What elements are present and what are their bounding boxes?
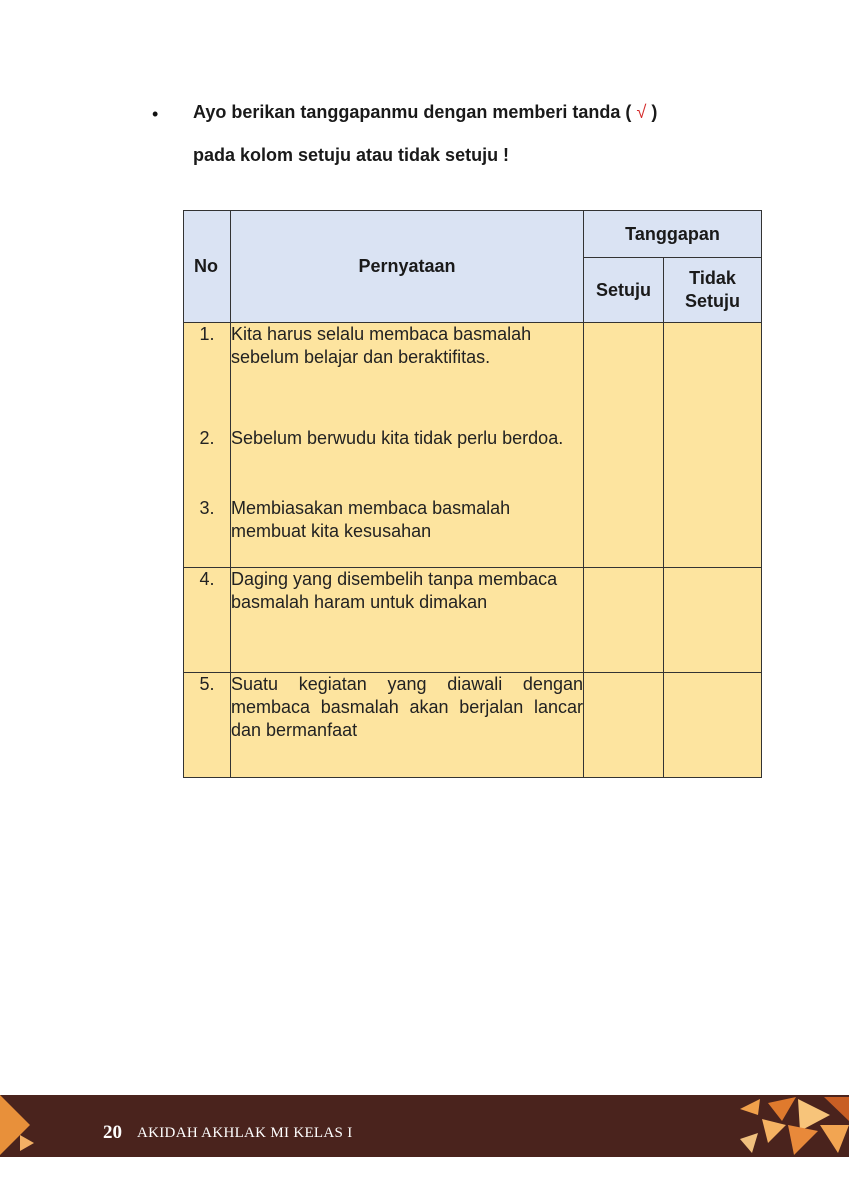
bullet-marker: •: [152, 104, 159, 124]
disagree-answer-cell[interactable]: [664, 323, 762, 568]
row-number: 4.: [184, 568, 231, 673]
row-number: 5.: [184, 673, 231, 778]
header-statement: Pernyataan: [231, 211, 584, 323]
agree-answer-cell[interactable]: [584, 323, 664, 568]
row-statement: Suatu kegiatan yang diawali dengan membaca basmalah akan berjalan lancar dan bermanfaat: [231, 673, 584, 778]
header-disagree-line2: Setuju: [685, 291, 741, 311]
instruction-suffix: ): [651, 102, 658, 122]
row-statement: Daging yang disembelih tanpa membaca basmalah haram untuk dimakan: [231, 568, 584, 673]
row-number: 3.: [184, 497, 231, 568]
table-row: [184, 673, 762, 778]
instruction-line-2: pada kolom setuju atau tidak setuju !: [193, 145, 510, 165]
response-table: [183, 210, 762, 778]
row-number: 1.: [184, 323, 231, 428]
row-number: 2.: [184, 427, 231, 497]
page-number: 20: [103, 1122, 122, 1143]
instruction-prefix: Ayo berikan tanggapanmu dengan memberi tanda (: [193, 102, 632, 122]
row-statement: Sebelum berwudu kita tidak perlu berdoa.: [231, 427, 584, 497]
header-disagree: [664, 258, 762, 323]
header-agree-label: Setuju: [595, 279, 651, 300]
row-statement: Membiasakan membaca basmalah membuat kita kesusahan: [231, 497, 584, 568]
header-agree: [584, 258, 664, 323]
agree-answer-cell[interactable]: [584, 568, 664, 673]
footer-right-triangles-icon: [738, 1095, 849, 1157]
disagree-answer-cell[interactable]: [664, 673, 762, 778]
instruction-line-1: [193, 102, 657, 123]
agree-answer-cell[interactable]: [584, 673, 664, 778]
footer-left-triangles-icon: [0, 1095, 40, 1157]
footer-bar: [0, 1095, 849, 1157]
table-row: [184, 568, 762, 673]
header-no: No: [184, 211, 231, 323]
row-statement: Kita harus selalu membaca basmalah sebelum belajar dan beraktifitas.: [231, 323, 584, 428]
header-disagree-line1: Tidak: [689, 268, 736, 288]
check-mark-icon: √: [636, 102, 647, 122]
book-title: AKIDAH AKHLAK MI KELAS I: [137, 1125, 353, 1141]
header-response: Tanggapan: [584, 211, 762, 258]
disagree-answer-cell[interactable]: [664, 568, 762, 673]
table-row: [184, 323, 762, 428]
